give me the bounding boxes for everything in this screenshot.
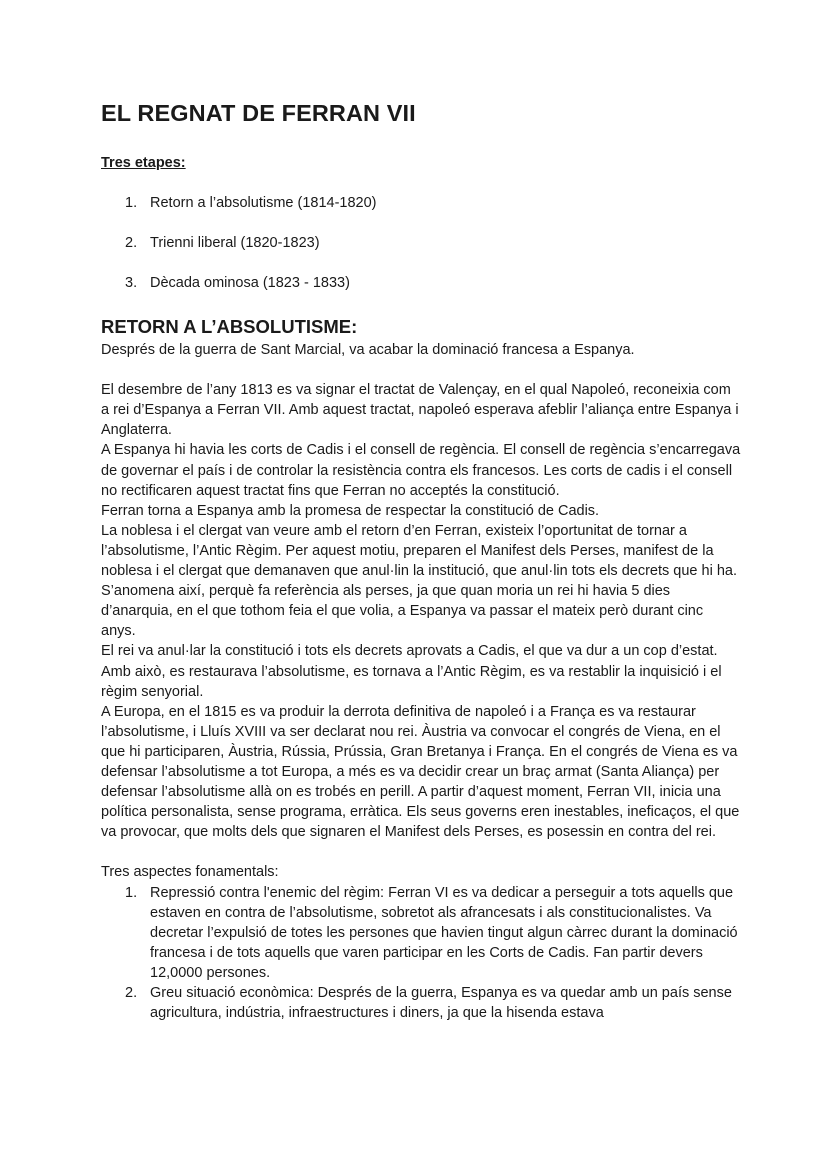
stages-heading: Tres etapes: [101,155,186,171]
blank-line [101,360,741,380]
paragraph: La noblesa i el clergat van veure amb el retorn d’en Ferran, existeix l’oportunitat de tornar a l’absolutisme, l’Antic Règim. Per aquest motiu, preparen el Manifest dels Perses, manifest de la noblesa i el clergat que demanaven que anul·lin la institució, que anul·lin tots els decrets que hi ha. S’anomena així, perquè fa referència als perses, ja que quan moria un rei hi havia 5 dies d’anarquia, en el que tothom feia el que volia, a Espanya va passar el mateix però durant cinc anys. [101,522,737,640]
document-title: EL REGNAT DE FERRAN VII [101,100,416,126]
stage-number: 2. [125,235,138,251]
paragraph: El desembre de l’any 1813 es va signar el tractat de Valençay, en el qual Napoleó, reconeixia com a rei d’Espanya a Ferran VII. Amb aquest tractat, napoleó esperava afeblir l’aliança entre Espanya i Anglaterra. [101,382,739,439]
paragraph: A Espanya hi havia les corts de Cadis i el consell de regència. El consell de regència s’encarregava de governar el país i de controlar la resistència contra els francesos. Les corts de cadis i el consell no rectificaren aquest tractat fins que Ferran no acceptés la constitució. [101,442,741,499]
aspect-number: 2. [125,985,138,1001]
intro-paragraph: Després de la guerra de Sant Marcial, va acabar la dominació francesa a Espanya. [101,342,635,358]
aspects-heading: Tres aspectes fonamentals: [101,864,279,881]
aspect-text: Greu situació econòmica: Després de la guerra, Espanya es va quedar amb un país sense agricultura, indústria, infraestructures i diners, ja que la hisenda estava [150,985,732,1022]
blank-line [101,842,741,862]
paragraph: A Europa, en el 1815 es va produir la derrota definitiva de napoleó i a França es va restaurar l’absolutisme, i Lluís XVIII va ser declarat nou rei. Àustria va convocar el congrés de Viena, en el que hi participaren, Àustria, Rússia, Prússia, Gran Bretanya i França. En el congrés de Viena es va defensar l’absolutisme a tot Europa, a més es va decidir crear un braç armat (Santa Aliança) per defensar l’absolutisme allà on es trobés en perill. A partir d’aquest moment, Ferran VII, inicia una política personalista, sense programa, erràtica. Els seus governs eren inestables, ineficaços, el que va provocar, que molts dels que signaren el Manifest dels Perses, es posessin en contra del rei. [101,703,740,841]
stage-text: Trienni liberal (1820-1823) [150,235,320,251]
paragraph: El rei va anul·lar la constitució i tots els decrets aprovats a Cadis, el que va dur a un cop d’estat. Amb això, es restaurava l’absolutisme, es tornava a l’Antic Règim, es va restablir la inquisició i el règim senyorial. [101,643,722,700]
aspect-item [101,983,741,1023]
aspect-number: 1. [125,884,138,901]
stage-text: Dècada ominosa (1823 - 1833) [150,275,350,291]
section-heading: RETORN A L’ABSOLUTISME: [101,316,358,337]
stage-number: 3. [125,275,138,291]
paragraph: Ferran torna a Espanya amb la promesa de respectar la constitució de Cadis. [101,502,600,519]
aspect-text: Repressió contra l'enemic del règim: Ferran VI es va dedicar a perseguir a tots aquells que estaven en contra de l’absolutisme, sobretot als afrancesats i als constitucionalistes. Va decretar l’expulsió de totes les persones que havien tingut algun càrrec durant la dominació francesa i de tots aquells que varen participar en les Corts de Cadis. Fan partir devers 12,0000 persones. [150,884,738,981]
stage-number: 1. [125,195,138,211]
stage-text: Retorn a l’absolutisme (1814-1820) [150,195,377,211]
section-body [101,340,741,1023]
aspects-list [101,883,741,1024]
aspect-item [101,883,741,983]
